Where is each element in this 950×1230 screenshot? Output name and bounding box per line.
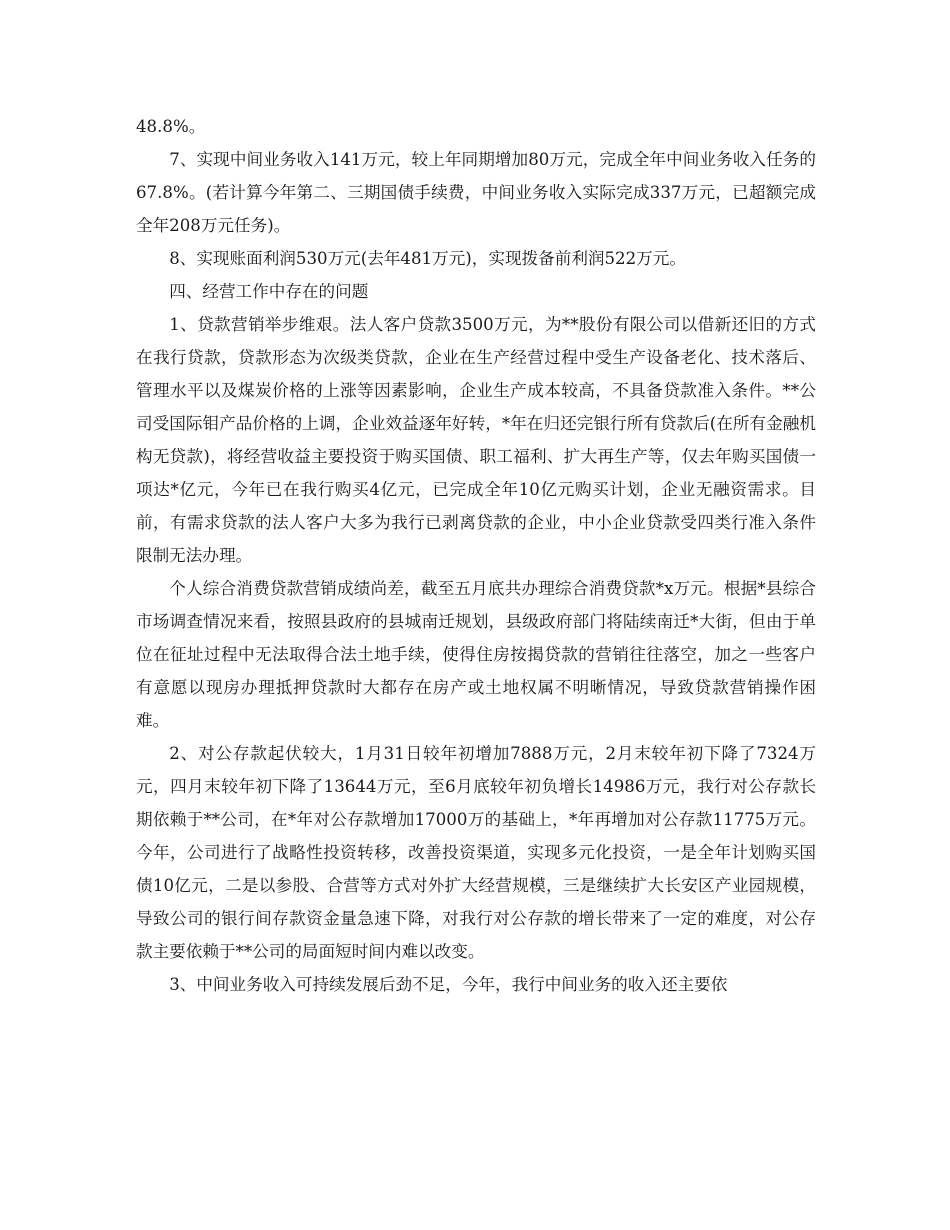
paragraph-continuation: 48.8%。 xyxy=(136,117,206,136)
paragraph-problem-2-corporate-deposits: 2、对公存款起伏较大，1月31日较年初增加7888万元，2月末较年初下降了7324万元，四月末较年初下降了13644万元，至6月底较年初负增长14986万元，我行对公存款长期依赖于**公司，在*年对公存款增加17000万的基础上，*年再增加对公存款11775万元。今年，公司进行了战略性投资转移，改善投资渠道，实现多元化投资，一是全年计划购买国债10亿元，二是以参股、合营等方式对外扩大经营规模，三是继续扩大长安区产业园规模，导致公司的银行间存款资金量急速下降，对我行对公存款的增长带来了一定的难度，对公存款主要依赖于**公司的局面短时间内难以改变。 xyxy=(136,744,816,961)
paragraph-personal-consumer-loans: 个人综合消费贷款营销成绩尚差，截至五月底共办理综合消费贷款*x万元。根据*县综合市场调查情况来看，按照县政府的县城南迁规划，县级政府部门将陆续南迁*大街，但由于单位在征址过程中无法取得合法土地手续，使得住房按揭贷款的营销往往落空，加之一些客户有意愿以现房办理抵押贷款时大都存在房产或土地权属不明晰情况，导致贷款营销操作困难。 xyxy=(136,579,816,730)
paragraph-item-8-profit: 8、实现账面利润530万元(去年481万元)，实现拨备前利润522万元。 xyxy=(169,249,686,268)
paragraph-problem-3-intermediary-business: 3、中间业务收入可持续发展后劲不足，今年，我行中间业务的收入还主要依 xyxy=(169,975,728,994)
paragraph-item-7-intermediary-income: 7、实现中间业务收入141万元，较上年同期增加80万元，完成全年中间业务收入任务的67.8%。(若计算今年第二、三期国债手续费，中间业务收入实际完成337万元，已超额完成全年208万元任务)。 xyxy=(136,150,816,235)
document-page xyxy=(136,110,816,1001)
section-heading-problems: 四、经营工作中存在的问题 xyxy=(169,282,369,301)
paragraph-problem-1-loan-marketing: 1、贷款营销举步维艰。法人客户贷款3500万元，为**股份有限公司以借新还旧的方式在我行贷款，贷款形态为次级类贷款，企业在生产经营过程中受生产设备老化、技术落后、管理水平以及煤炭价格的上涨等因素影响，企业生产成本较高，不具备贷款准入条件。**公司受国际钼产品价格的上调，企业效益逐年好转，*年在归还完银行所有贷款后(在所有金融机构无贷款)，将经营收益主要投资于购买国债、职工福利、扩大再生产等，仅去年购买国债一项达*亿元，今年已在我行购买4亿元，已完成全年10亿元购买计划，企业无融资需求。目前，有需求贷款的法人客户大多为我行已剥离贷款的企业，中小企业贷款受四类行准入条件限制无法办理。 xyxy=(136,315,816,565)
